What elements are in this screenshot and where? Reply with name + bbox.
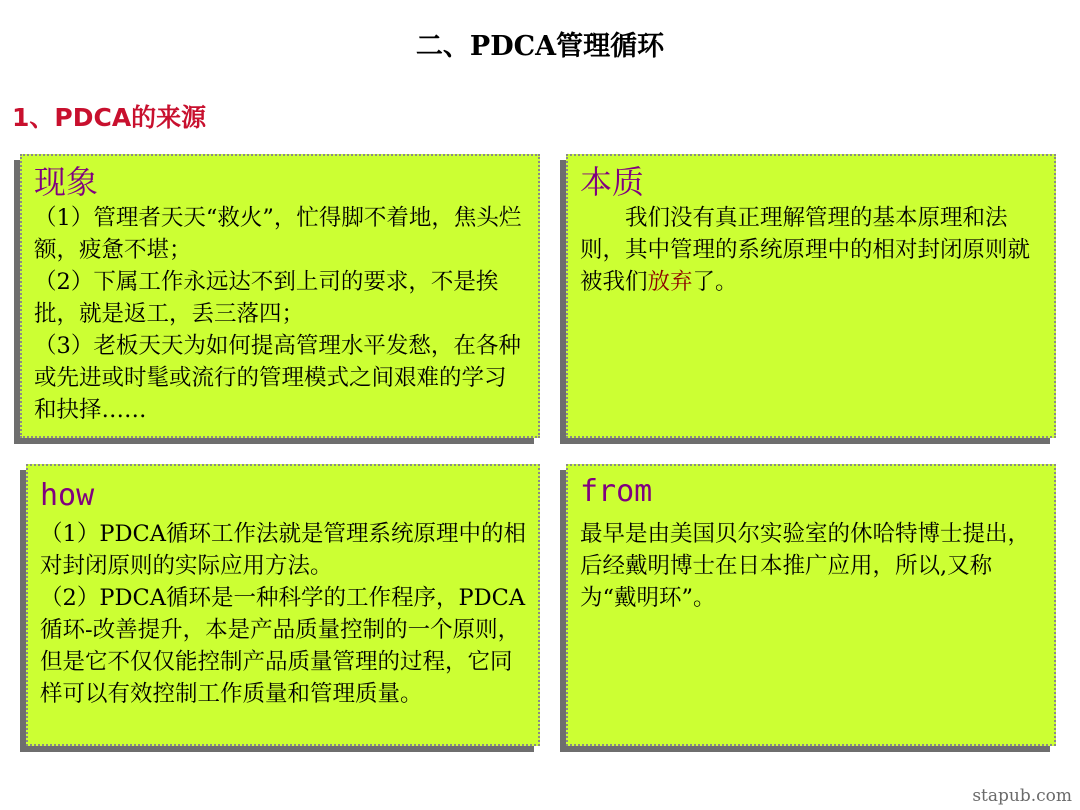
- essence-paragraph: [580, 202, 1044, 298]
- how-card: [26, 464, 540, 746]
- phenomenon-card: [20, 154, 540, 438]
- from-card-title: from: [580, 474, 653, 509]
- how-card-body: [40, 518, 528, 710]
- how-line-1: （1）PDCA循环工作法就是管理系统原理中的相对封闭原则的实际应用方法。: [40, 521, 526, 579]
- essence-card-body: [580, 202, 1044, 298]
- phenomenon-line-2: （2）下属工作永远达不到上司的要求，不是挨批，就是返工，丢三落四；: [34, 269, 499, 327]
- section-heading: 1、PDCA的来源: [12, 103, 207, 132]
- essence-text-highlight: 放弃: [647, 269, 693, 295]
- how-line-2: （2）PDCA循环是一种科学的工作程序，PDCA循环-改善提升，本是产品质量控制的一个原则，但是它不仅仅能控制产品质量管理的过程，它同样可以有效控制工作质量和管理质量。: [40, 585, 526, 707]
- essence-card: [566, 154, 1056, 438]
- from-card-body: [580, 518, 1044, 614]
- phenomenon-line-1: （1）管理者天天“救火”，忙得脚不着地，焦头烂额，疲惫不堪；: [34, 205, 522, 263]
- essence-text-after: 了。: [692, 269, 738, 295]
- page-title: 二、PDCA管理循环: [415, 31, 665, 62]
- phenomenon-card-body: [34, 202, 528, 426]
- watermark: stapub.com: [972, 786, 1072, 806]
- from-paragraph: 最早是由美国贝尔实验室的休哈特博士提出，后经戴明博士在日本推广应用，所以,又称为“戴明环”。: [580, 521, 1031, 611]
- how-card-title: how: [40, 478, 95, 513]
- phenomenon-line-3: （3）老板天天为如何提高管理水平发愁，在各种或先进或时髦或流行的管理模式之间艰难的学习和抉择……: [34, 333, 521, 423]
- essence-card-title: 本质: [580, 163, 645, 201]
- phenomenon-card-title: 现象: [34, 163, 99, 201]
- essence-text-before: 我们没有真正理解管理的基本原理和法则，其中管理的系统原理中的相对封闭原则就被我们: [580, 205, 1031, 295]
- from-card: [566, 464, 1056, 746]
